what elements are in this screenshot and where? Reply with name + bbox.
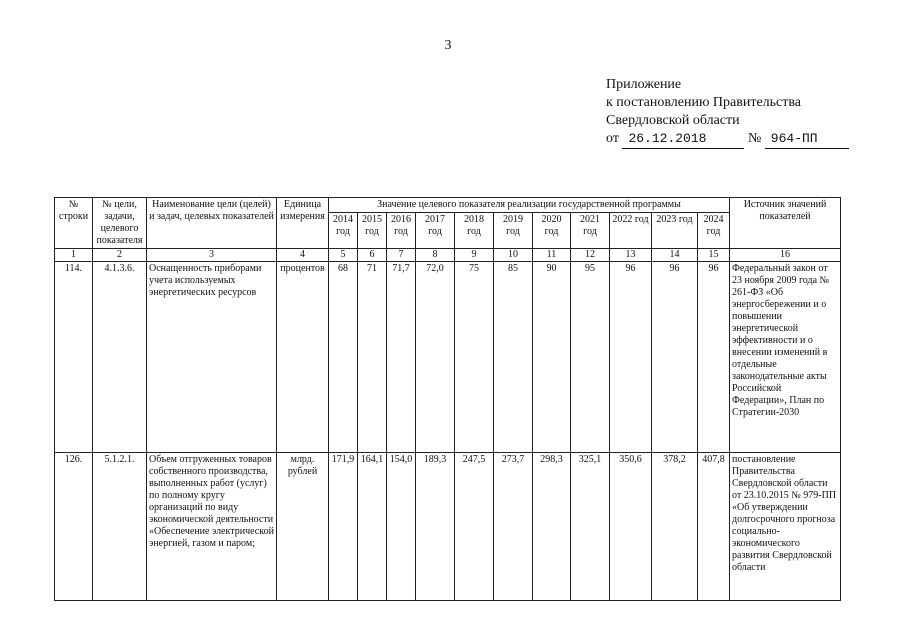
appendix-block — [606, 76, 849, 149]
unit: процентов — [277, 262, 329, 453]
indicator-name: Оснащенность приборами учета используемых энергетических ресурсов — [147, 262, 277, 453]
column-number: 2 — [93, 249, 147, 262]
row-number: 126. — [55, 453, 93, 601]
column-number: 5 — [329, 249, 358, 262]
header-year: 2021 год — [571, 213, 610, 249]
column-number: 1 — [55, 249, 93, 262]
header-year: 2016 год — [387, 213, 416, 249]
header-year: 2015 год — [358, 213, 387, 249]
header-name: Наименование цели (целей) и задач, целевых показателей — [147, 198, 277, 249]
value-cell: 90 — [533, 262, 571, 453]
value-cell: 154,0 — [387, 453, 416, 601]
header-year: 2017 год — [416, 213, 455, 249]
page-number: 3 — [444, 38, 452, 53]
value-cell: 95 — [571, 262, 610, 453]
number-prefix: № — [747, 131, 762, 146]
column-number: 15 — [698, 249, 730, 262]
header-year: 2019 год — [494, 213, 533, 249]
column-number: 14 — [652, 249, 698, 262]
value-cell: 96 — [652, 262, 698, 453]
header-year: 2022 год — [610, 213, 652, 249]
resolution-date: 26.12.2018 — [622, 130, 744, 149]
header-year: 2023 год — [652, 213, 698, 249]
value-cell: 325,1 — [571, 453, 610, 601]
value-cell: 71 — [358, 262, 387, 453]
column-number: 12 — [571, 249, 610, 262]
column-number: 9 — [455, 249, 494, 262]
value-cell: 298,3 — [533, 453, 571, 601]
source-cell: постановление Правительства Свердловской области от 23.10.2015 № 979-ПП «Об утверждении долгосрочного прогноза социально-экономического развития Свердловской области — [730, 453, 841, 601]
column-number: 3 — [147, 249, 277, 262]
header-unit: Единица измерения — [277, 198, 329, 249]
column-number: 16 — [730, 249, 841, 262]
value-cell: 171,9 — [329, 453, 358, 601]
header-row-no: № строки — [55, 198, 93, 249]
appendix-line-1: Приложение — [606, 77, 682, 92]
date-prefix: от — [606, 131, 619, 146]
column-number: 13 — [610, 249, 652, 262]
header-year: 2018 год — [455, 213, 494, 249]
column-number: 7 — [387, 249, 416, 262]
value-cell: 407,8 — [698, 453, 730, 601]
appendix-line-2: к постановлению Правительства — [606, 95, 802, 110]
column-number: 6 — [358, 249, 387, 262]
goal-number: 5.1.2.1. — [93, 453, 147, 601]
value-cell: 72,0 — [416, 262, 455, 453]
value-cell: 85 — [494, 262, 533, 453]
value-cell: 96 — [610, 262, 652, 453]
value-cell: 164,1 — [358, 453, 387, 601]
header-year: 2014 год — [329, 213, 358, 249]
value-cell: 68 — [329, 262, 358, 453]
header-values-group: Значение целевого показателя реализации государственной программы — [329, 198, 730, 213]
value-cell: 189,3 — [416, 453, 455, 601]
value-cell: 96 — [698, 262, 730, 453]
column-number: 11 — [533, 249, 571, 262]
value-cell: 350,6 — [610, 453, 652, 601]
value-cell: 273,7 — [494, 453, 533, 601]
header-goal-no: № цели, задачи, целевого показателя — [93, 198, 147, 249]
unit: млрд. рублей — [277, 453, 329, 601]
header-source: Источник значений показателей — [730, 198, 841, 249]
value-cell: 75 — [455, 262, 494, 453]
column-number: 4 — [277, 249, 329, 262]
appendix-date-line — [606, 130, 849, 149]
indicators-table — [54, 197, 841, 601]
header-year: 2024 год — [698, 213, 730, 249]
table-row — [55, 453, 841, 601]
table-row — [55, 262, 841, 453]
source-cell: Федеральный закон от 23 ноября 2009 года № 261-ФЗ «Об энергосбережении и о повышении энергетической эффективности и о внесении изменений в отдельные законодательные акты Российской Федерации», План по Стратегии-2030 — [730, 262, 841, 453]
appendix-line-3: Свердловской области — [606, 113, 740, 128]
column-number: 10 — [494, 249, 533, 262]
row-number: 114. — [55, 262, 93, 453]
header-year: 2020 год — [533, 213, 571, 249]
value-cell: 378,2 — [652, 453, 698, 601]
goal-number: 4.1.3.6. — [93, 262, 147, 453]
resolution-number: 964-ПП — [765, 130, 849, 149]
indicator-name: Объем отгруженных товаров собственного производства, выполненных работ (услуг) по полному кругу организаций по виду экономической деятельности «Обеспечение электрической энергией, газом и паром; — [147, 453, 277, 601]
value-cell: 71,7 — [387, 262, 416, 453]
column-number-row — [55, 249, 841, 262]
value-cell: 247,5 — [455, 453, 494, 601]
column-number: 8 — [416, 249, 455, 262]
